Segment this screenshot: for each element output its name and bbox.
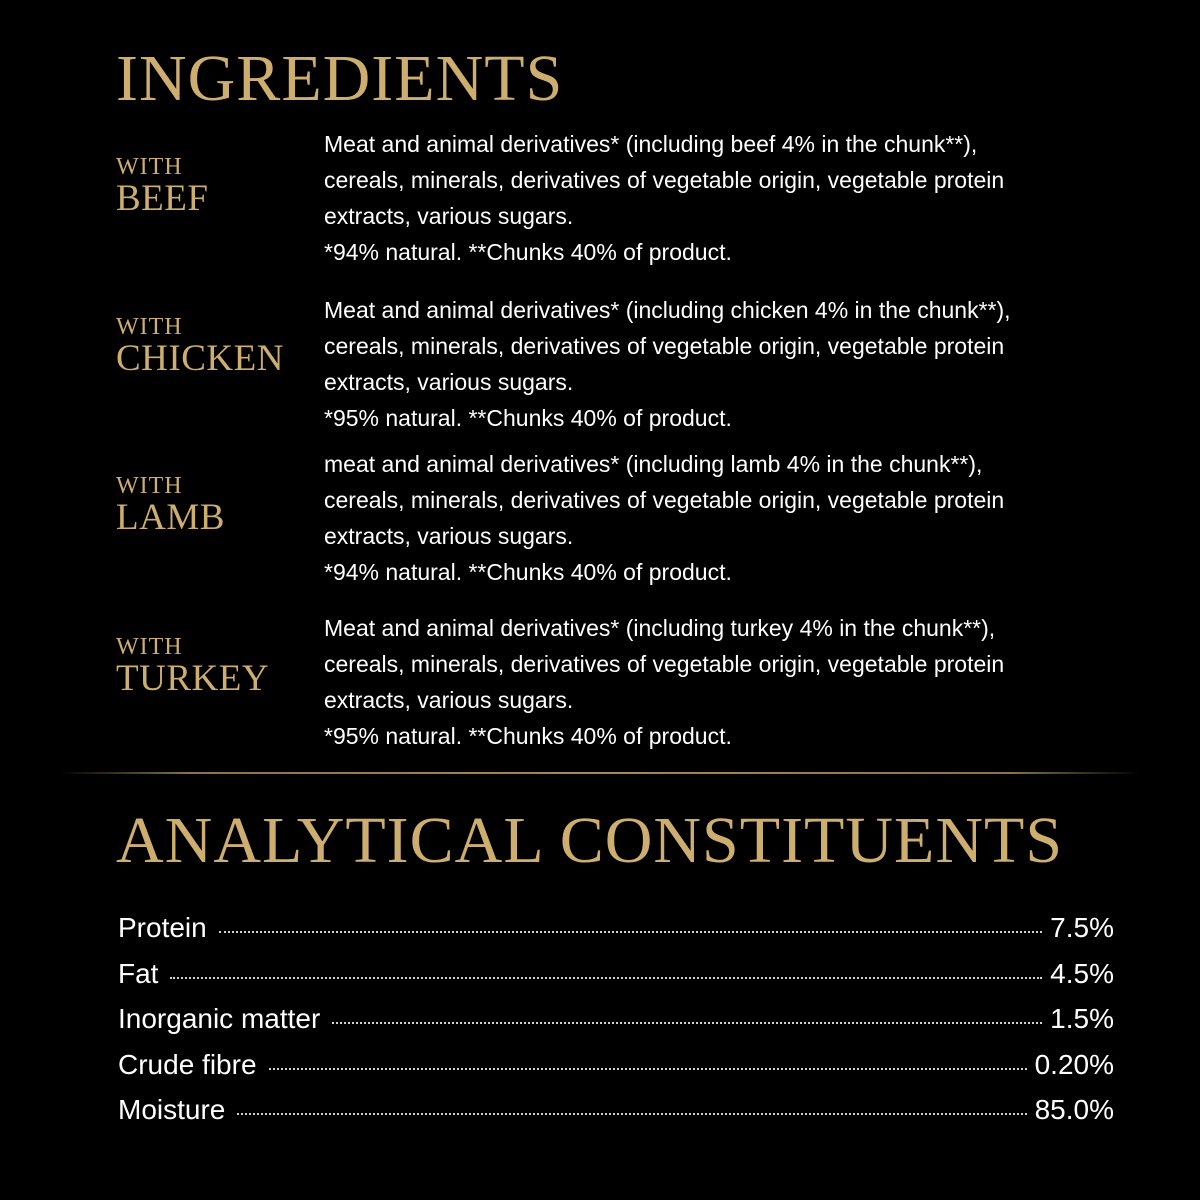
dot-leader [269, 1068, 1027, 1070]
ingredient-footnote: *94% natural. **Chunks 40% of product. [324, 239, 732, 265]
with-label: WITH [116, 634, 183, 660]
ingredient-text [324, 292, 1184, 436]
ingredient-footnote: *95% natural. **Chunks 40% of product. [324, 405, 732, 431]
constituent-value: 7.5% [1050, 912, 1114, 943]
ingredient-line: extracts, various sugars. [324, 523, 574, 549]
ingredient-line: Meat and animal derivatives* (including beef 4% in the chunk**), [324, 131, 978, 157]
constituent-name: Crude fibre [118, 1048, 257, 1080]
constituent-value: 1.5% [1050, 1003, 1114, 1034]
ingredient-line: meat and animal derivatives* (including lamb 4% in the chunk**), [324, 451, 983, 477]
variant-label [116, 634, 316, 698]
ingredient-line: cereals, minerals, derivatives of vegetable origin, vegetable protein [324, 167, 1005, 193]
variant-label [116, 314, 316, 378]
with-label: WITH [116, 473, 183, 499]
constituent-name: Protein [118, 912, 207, 943]
ingredient-line: cereals, minerals, derivatives of vegetable origin, vegetable protein [324, 333, 1005, 359]
constituent-value: 0.20% [1034, 1048, 1114, 1080]
ingredient-line: extracts, various sugars. [324, 687, 574, 713]
ingredient-text [324, 446, 1184, 590]
ingredient-footnote: *95% natural. **Chunks 40% of product. [324, 723, 732, 749]
with-label: WITH [116, 314, 183, 340]
ingredient-line: Meat and animal derivatives* (including chicken 4% in the chunk**), [324, 297, 1011, 323]
ingredient-line: cereals, minerals, derivatives of vegetable origin, vegetable protein [324, 487, 1005, 513]
ingredient-text [324, 610, 1184, 754]
constituent-value: 4.5% [1050, 957, 1114, 989]
ingredient-line: extracts, various sugars. [324, 369, 574, 395]
constituent-name: Moisture [118, 1094, 226, 1125]
dot-leader [237, 1113, 1026, 1115]
flavour-label: TURKEY [116, 658, 270, 699]
flavour-label: BEEF [116, 178, 209, 219]
constituent-row-protein [118, 912, 1114, 958]
dot-leader [332, 1022, 1042, 1024]
constituent-name: Fat [118, 957, 159, 989]
dot-leader [170, 977, 1042, 979]
constituent-row-fat [118, 958, 1114, 1004]
constituent-row-crude-fibre [118, 1049, 1114, 1095]
constituent-value: 85.0% [1034, 1094, 1114, 1125]
flavour-label: LAMB [116, 497, 225, 538]
dot-leader [219, 931, 1042, 933]
ingredient-line: cereals, minerals, derivatives of vegetable origin, vegetable protein [324, 651, 1005, 677]
ingredient-line: Meat and animal derivatives* (including turkey 4% in the chunk**), [324, 615, 996, 641]
variant-label [116, 473, 316, 537]
constituent-row-moisture [118, 1094, 1114, 1140]
ingredients-heading: INGREDIENTS [116, 42, 564, 115]
ingredient-text [324, 126, 1184, 270]
ingredient-footnote: *94% natural. **Chunks 40% of product. [324, 559, 732, 585]
flavour-label: CHICKEN [116, 338, 284, 379]
variant-label [116, 154, 316, 218]
section-divider [60, 772, 1140, 774]
analytical-heading: ANALYTICAL CONSTITUENTS [116, 804, 1064, 877]
ingredient-line: extracts, various sugars. [324, 203, 574, 229]
constituent-row-inorganic-matter [118, 1003, 1114, 1049]
with-label: WITH [116, 154, 183, 180]
constituent-name: Inorganic matter [118, 1003, 321, 1034]
constituents-list [118, 912, 1114, 1140]
